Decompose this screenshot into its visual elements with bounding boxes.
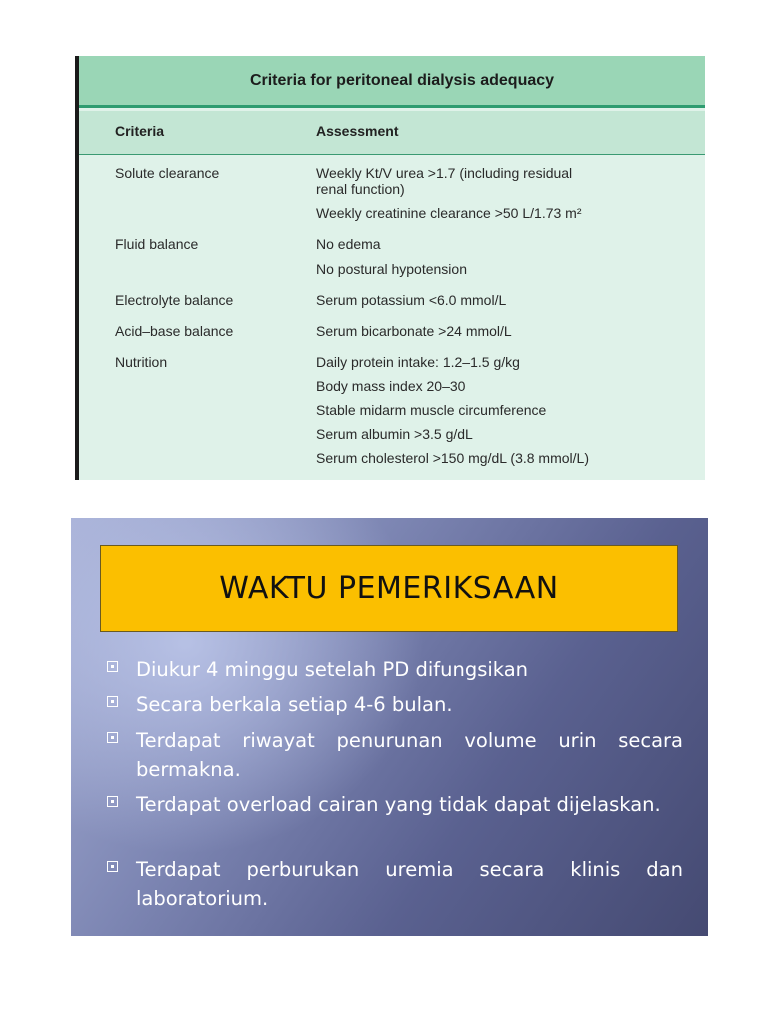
column-header-criteria: Criteria <box>115 123 165 139</box>
bullet-text: Terdapat perburukan uremia secara klinis dan laboratorium. <box>136 858 683 910</box>
criteria-cell: Electrolyte balance <box>115 292 234 308</box>
assessment-cell: Stable midarm muscle circumference <box>316 402 547 418</box>
boxed-dot-bullet-icon <box>107 796 118 807</box>
criteria-cell: Nutrition <box>115 354 168 370</box>
assessment-cell: Weekly creatinine clearance >50 L/1.73 m² <box>316 205 582 221</box>
boxed-dot-bullet-icon <box>107 696 118 707</box>
assessment-cell: Serum cholesterol >150 mg/dL (3.8 mmol/L) <box>316 450 589 466</box>
assessment-cell: Serum potassium <6.0 mmol/L <box>316 292 507 308</box>
criteria-cell: Fluid balance <box>115 236 199 252</box>
bullet-text: Terdapat overload cairan yang tidak dapat dijelaskan. <box>136 793 661 816</box>
waktu-pemeriksaan-slide <box>71 518 708 936</box>
bullet-text: Terdapat riwayat penurunan volume urin secara bermakna. <box>136 729 683 781</box>
assessment-cell: Serum bicarbonate >24 mmol/L <box>316 323 512 339</box>
criteria-cell: Solute clearance <box>115 165 220 181</box>
table-title: Criteria for peritoneal dialysis adequacy <box>249 71 555 89</box>
boxed-dot-bullet-icon <box>107 661 118 672</box>
boxed-dot-bullet-icon <box>107 861 118 872</box>
assessment-cell: No edema <box>316 236 381 252</box>
assessment-cell: Serum albumin >3.5 g/dL <box>316 426 473 442</box>
assessment-cell: renal function) <box>316 181 405 197</box>
boxed-dot-bullet-icon <box>107 732 118 743</box>
slide-title: WAKTU PEMERIKSAAN <box>219 571 559 606</box>
table-title-bar <box>79 56 705 108</box>
assessment-cell: Body mass index 20–30 <box>316 378 466 394</box>
criteria-table-slide <box>75 56 705 480</box>
assessment-cell: No postural hypotension <box>316 261 467 277</box>
criteria-cell: Acid–base balance <box>115 323 234 339</box>
assessment-cell: Daily protein intake: 1.2–1.5 g/kg <box>316 354 520 370</box>
column-header-assessment: Assessment <box>316 123 399 139</box>
assessment-cell: Weekly Kt/V urea >1.7 (including residual <box>316 165 573 181</box>
slide-title-box <box>100 545 678 632</box>
bullet-text: Diukur 4 minggu setelah PD difungsikan <box>136 658 529 681</box>
bullet-text: Secara berkala setiap 4-6 bulan. <box>136 693 453 716</box>
